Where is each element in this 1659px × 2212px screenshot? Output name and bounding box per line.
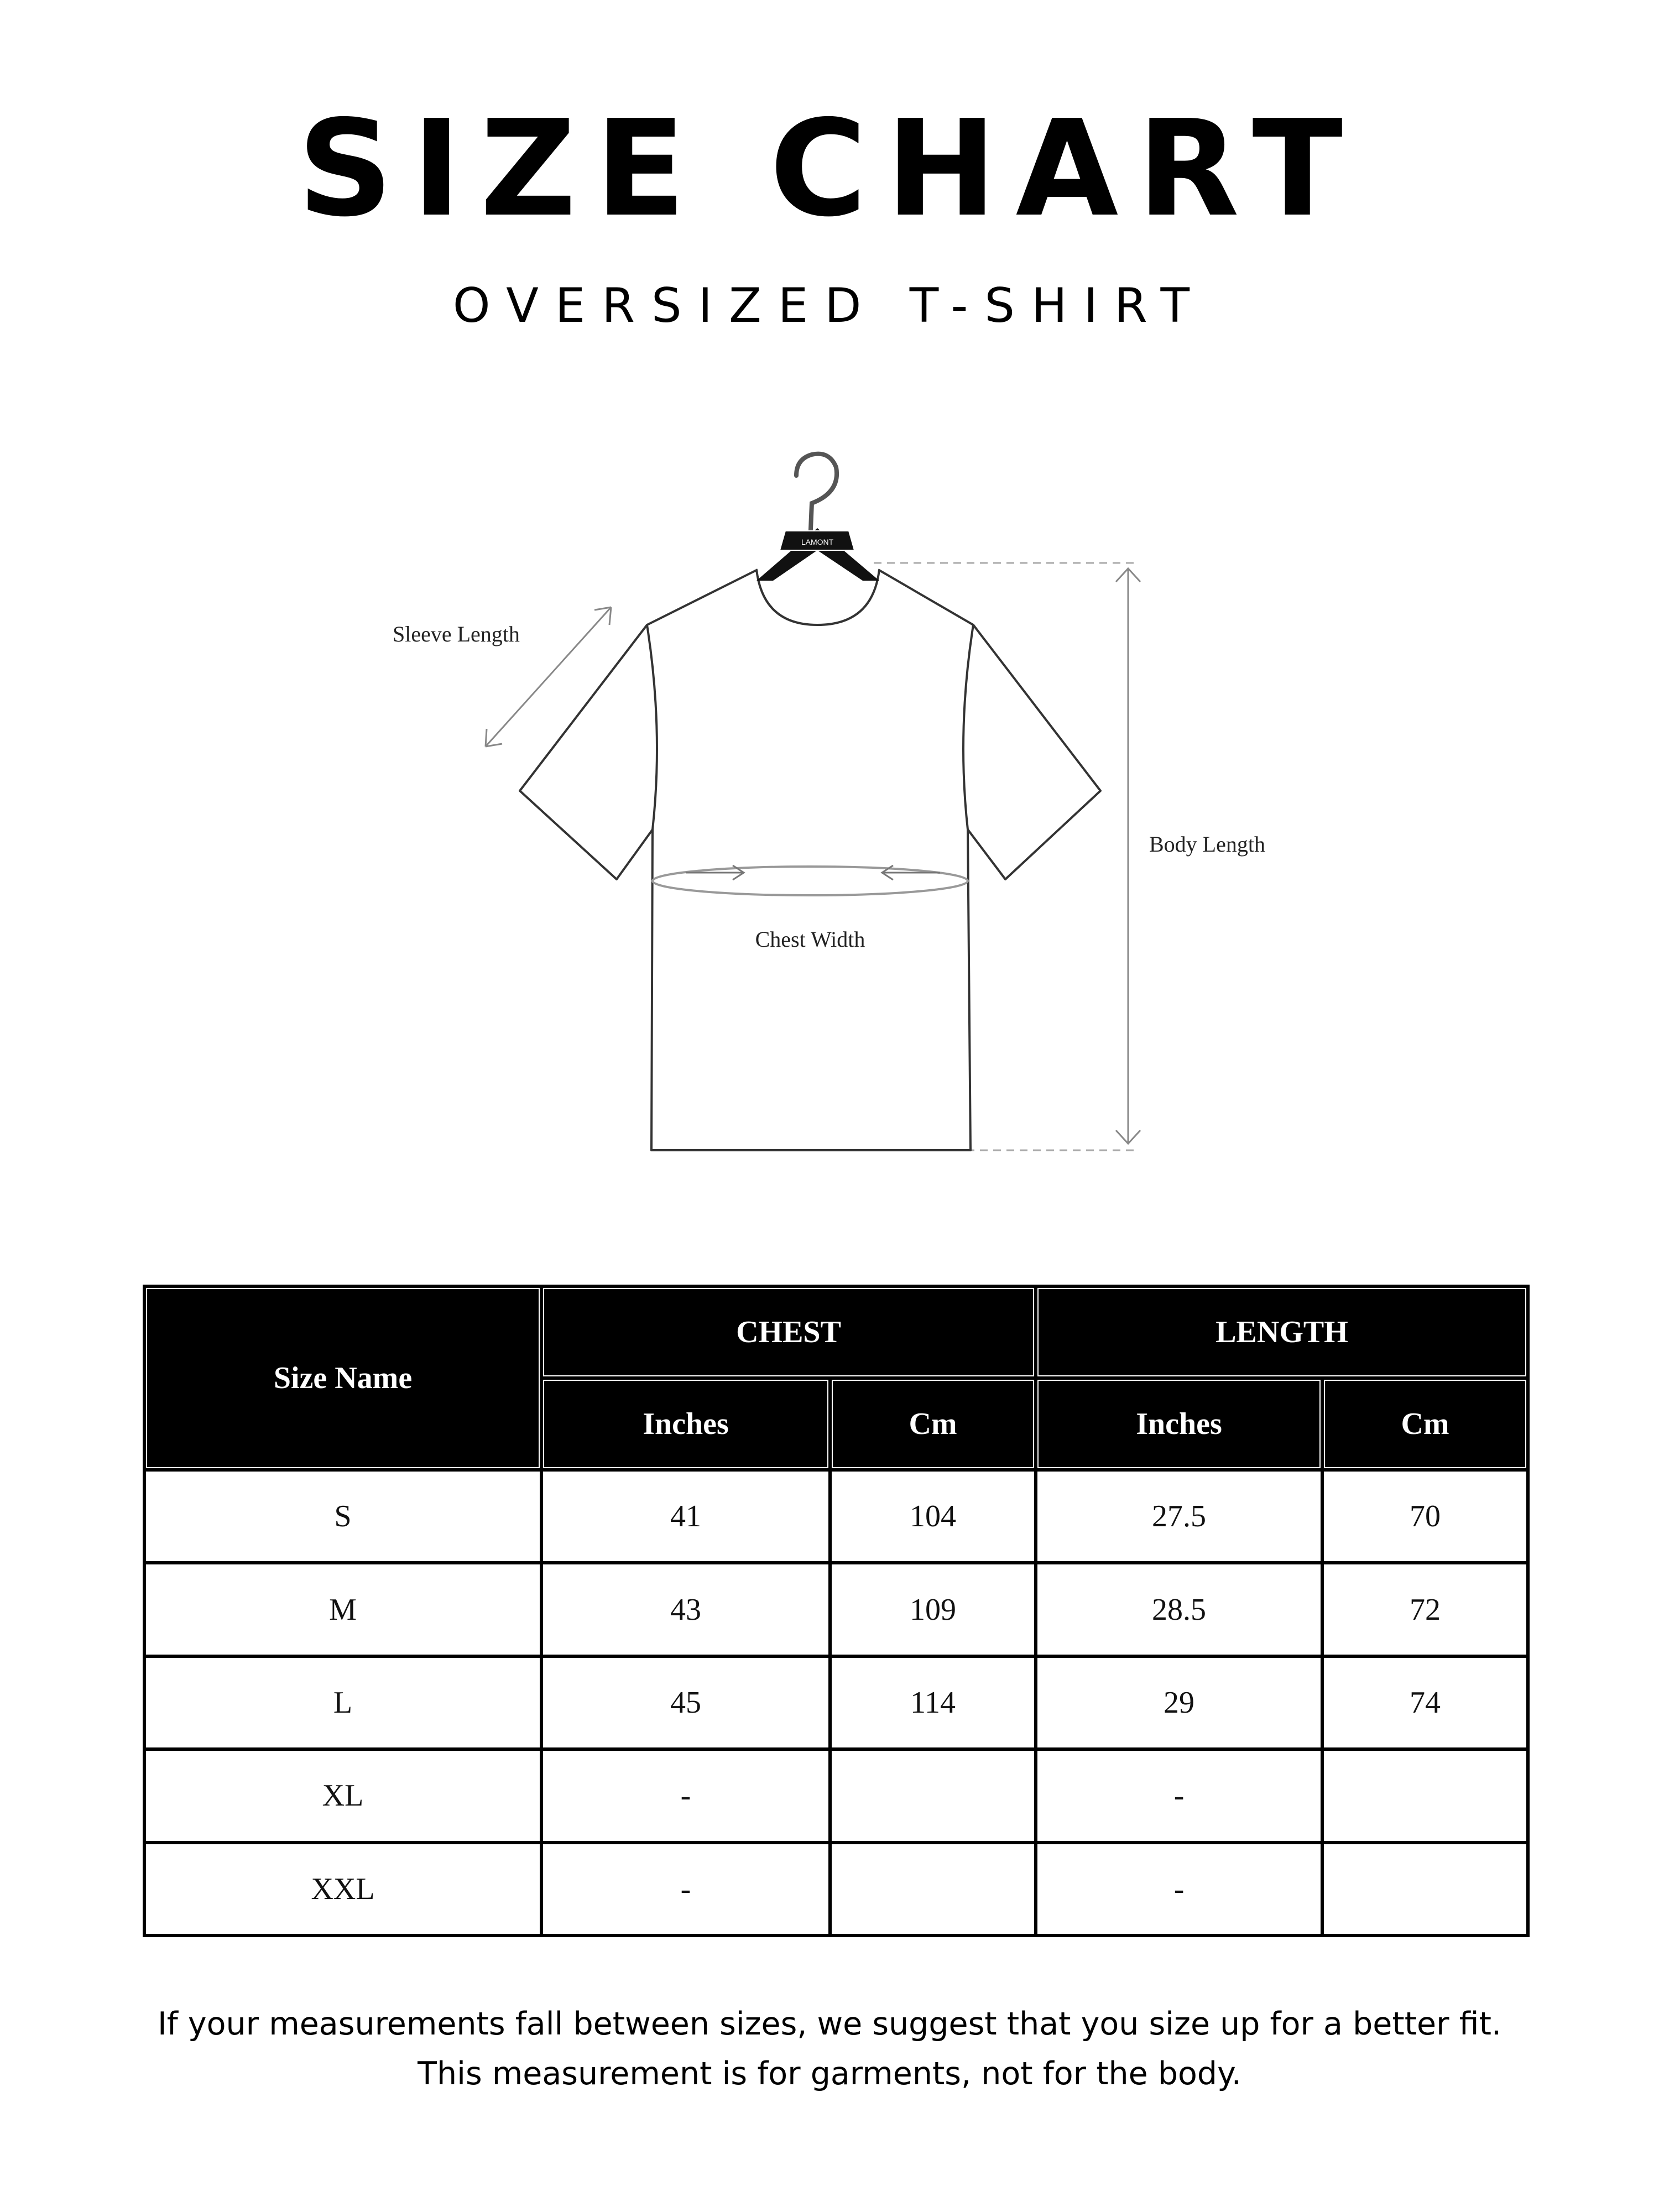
size-cell: L: [146, 1658, 540, 1747]
table-row: [146, 1564, 1526, 1654]
chest-cm-cell: [832, 1844, 1034, 1934]
length-header: LENGTH: [1037, 1288, 1526, 1376]
fit-note-line-1: If your measurements fall between sizes, we suggest that you size up for a better fit.: [157, 2006, 1502, 2042]
body-length-arrow-icon: [1116, 568, 1140, 1144]
tshirt-measurement-diagram: [354, 437, 1327, 1183]
chest-inches-cell: 45: [543, 1658, 828, 1747]
hanger-hook-icon: [796, 454, 837, 542]
table-row: [146, 1751, 1526, 1840]
size-name-header: Size Name: [146, 1288, 540, 1468]
chest-inches-cell: 41: [543, 1472, 828, 1561]
hanger-tag-label: LAMONT: [801, 538, 834, 546]
table-row: [146, 1844, 1526, 1934]
chest-inches-cell: -: [543, 1751, 828, 1840]
tshirt-outline-icon: [520, 570, 1100, 1150]
chest-inches-cell: 43: [543, 1564, 828, 1654]
length-cm-header: Cm: [1324, 1380, 1526, 1468]
chest-inches-header: Inches: [543, 1380, 828, 1468]
length-inches-header: Inches: [1037, 1380, 1321, 1468]
length-cm-cell: [1324, 1844, 1526, 1934]
size-cell: M: [146, 1564, 540, 1654]
chest-cm-cell: 114: [832, 1658, 1034, 1747]
length-inches-cell: 27.5: [1037, 1472, 1321, 1561]
size-table: [143, 1285, 1530, 1937]
sleeve-length-label: Sleeve Length: [393, 622, 520, 646]
chest-cm-cell: 104: [832, 1472, 1034, 1561]
page-subtitle: OVERSIZED T-SHIRT: [452, 278, 1207, 333]
size-cell: S: [146, 1472, 540, 1561]
length-cm-cell: 74: [1324, 1658, 1526, 1747]
length-inches-cell: 28.5: [1037, 1564, 1321, 1654]
chest-inches-cell: -: [543, 1844, 828, 1934]
length-inches-cell: -: [1037, 1844, 1321, 1934]
chest-header: CHEST: [543, 1288, 1034, 1376]
chest-cm-cell: [832, 1751, 1034, 1840]
chest-cm-cell: 109: [832, 1564, 1034, 1654]
body-length-label: Body Length: [1149, 832, 1265, 857]
page-title: SIZE CHART: [297, 91, 1362, 246]
length-inches-cell: -: [1037, 1751, 1321, 1840]
chest-width-label: Chest Width: [755, 927, 865, 952]
fit-note: [0, 1999, 1659, 2099]
size-cell: XL: [146, 1751, 540, 1840]
length-cm-cell: 70: [1324, 1472, 1526, 1561]
table-row: [146, 1658, 1526, 1747]
table-row: [146, 1472, 1526, 1561]
size-cell: XXL: [146, 1844, 540, 1934]
length-cm-cell: 72: [1324, 1564, 1526, 1654]
length-cm-cell: [1324, 1751, 1526, 1840]
length-inches-cell: 29: [1037, 1658, 1321, 1747]
chest-cm-header: Cm: [832, 1380, 1034, 1468]
fit-note-line-2: This measurement is for garments, not for the body.: [418, 2056, 1241, 2092]
